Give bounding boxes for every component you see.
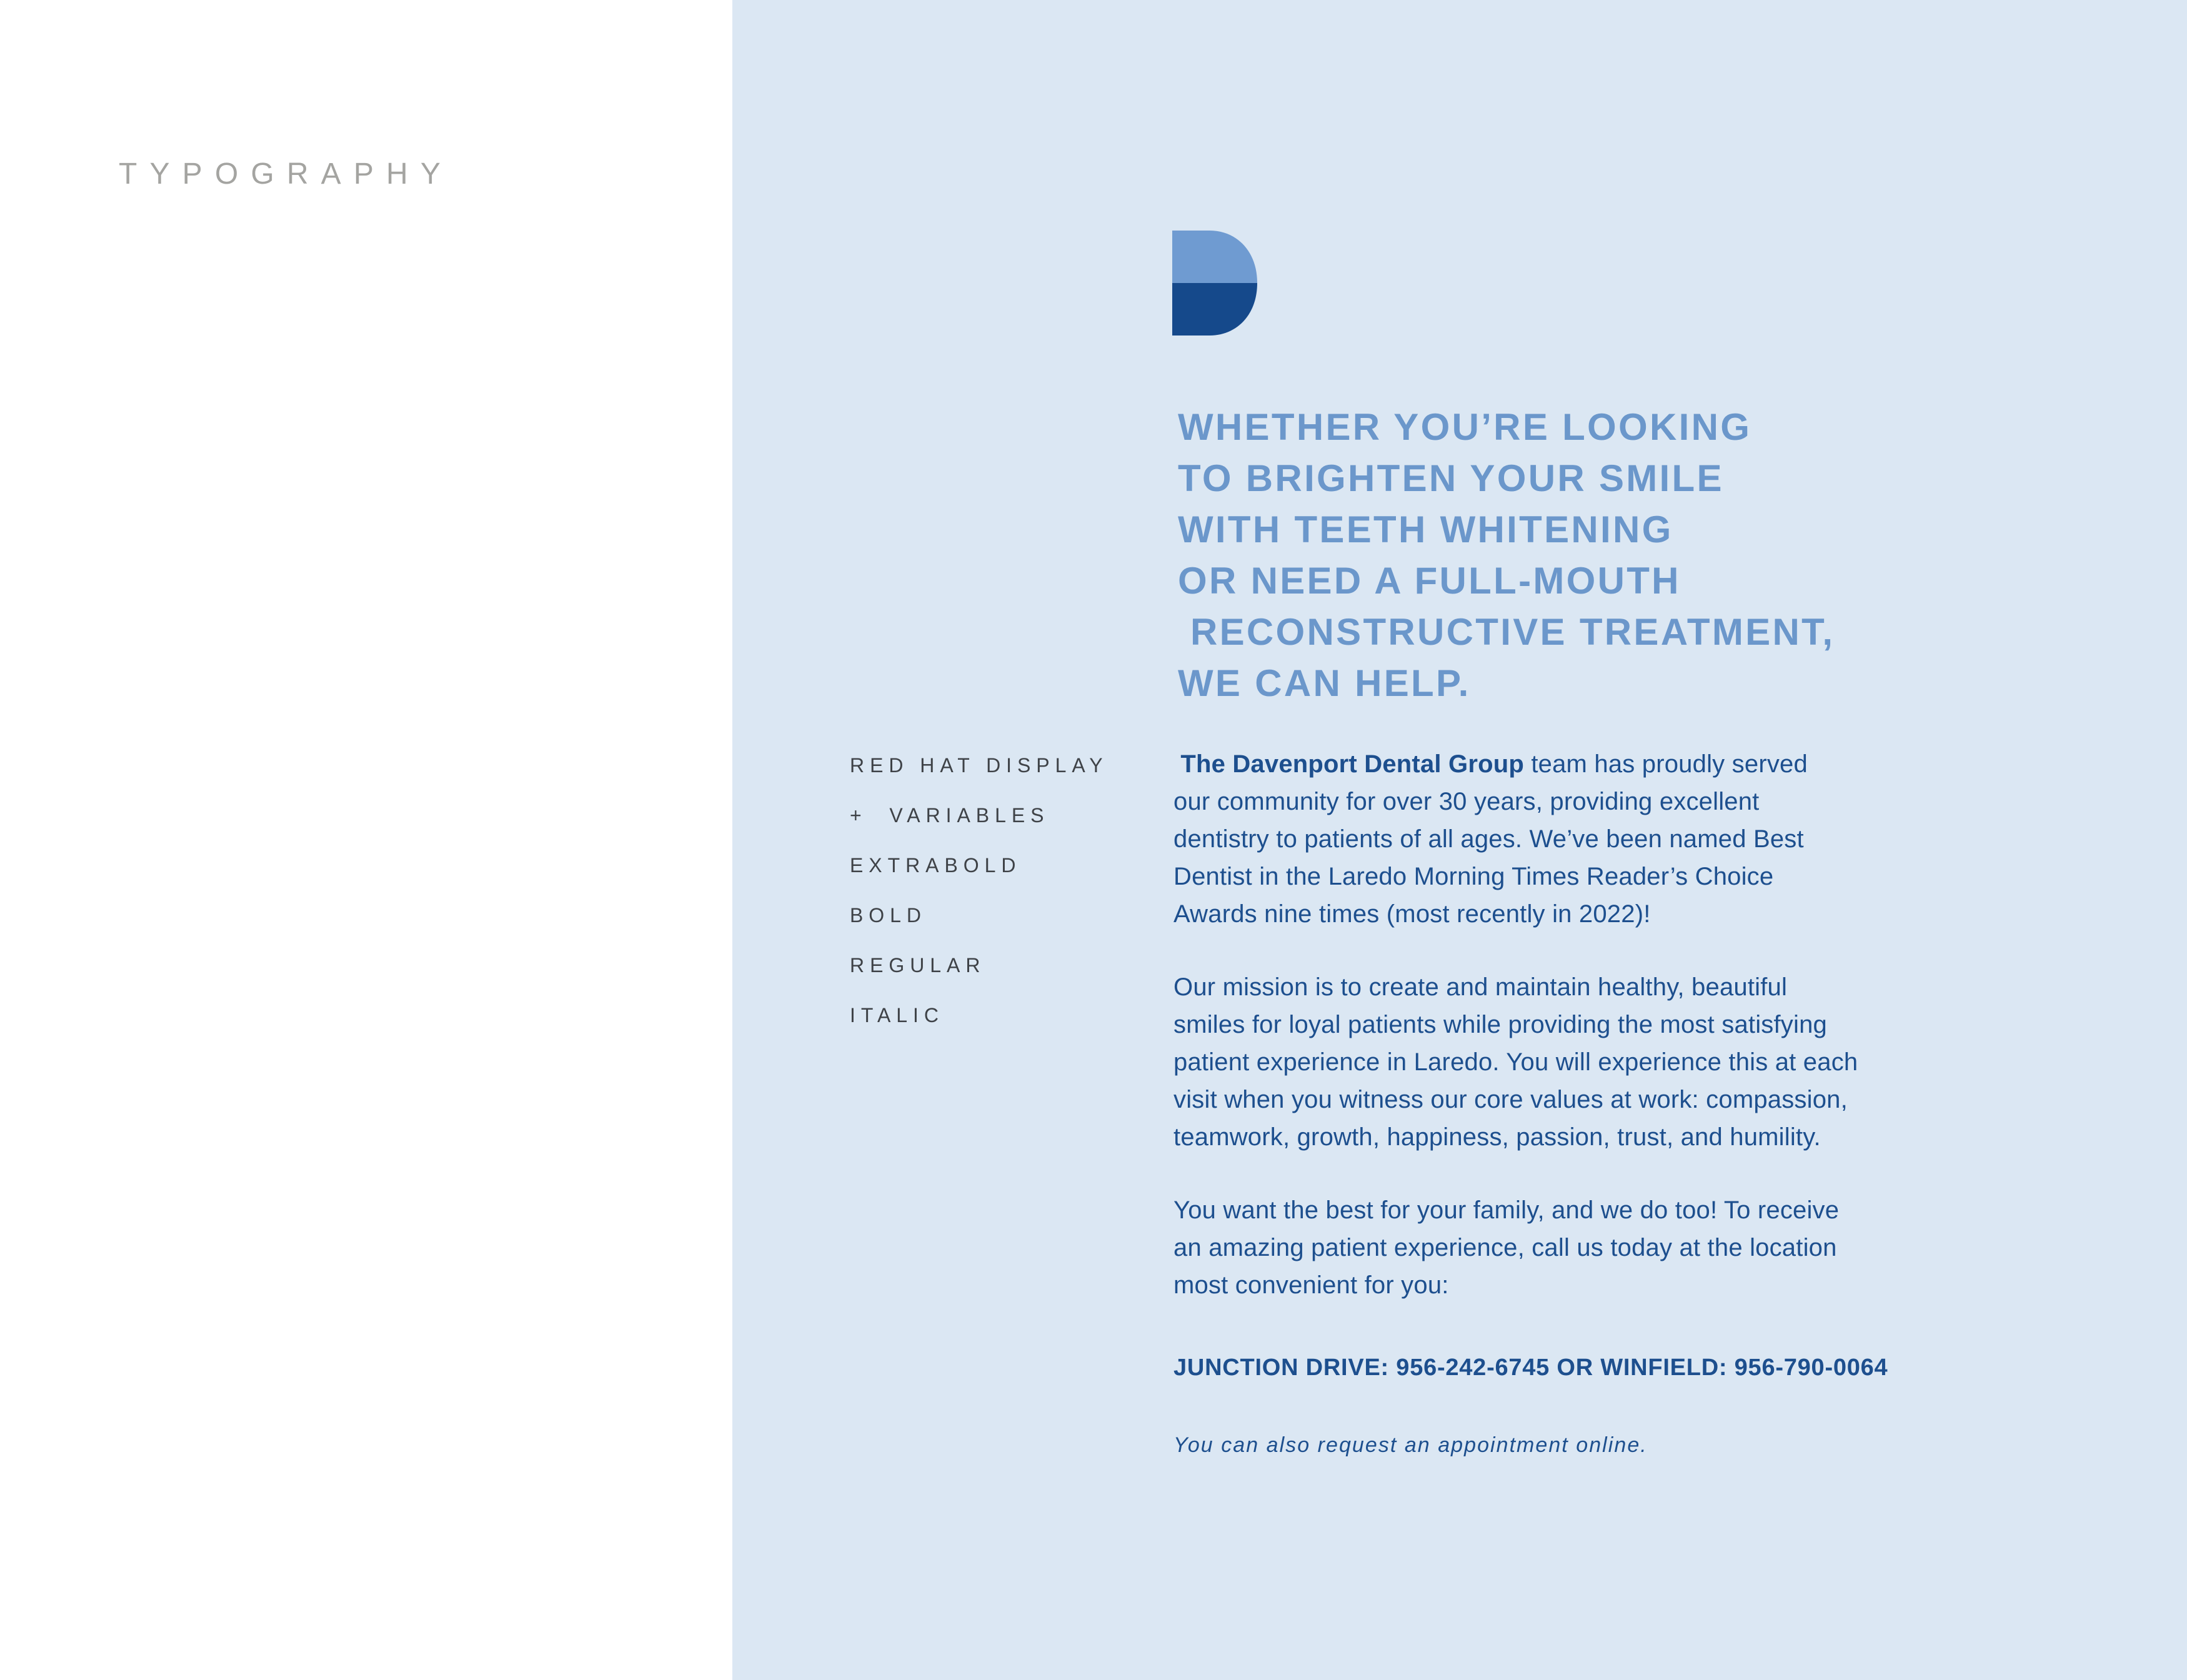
mission-paragraph-line: smiles for loyal patients while providing the most satisfying [1173,1011,1827,1038]
headline-line: WHETHER YOU’RE LOOKING [1178,406,1752,448]
intro-paragraph-line: dentistry to patients of all ages. We’ve been named Best [1173,825,1804,853]
headline-line: TO BRIGHTEN YOUR SMILE [1178,457,1724,499]
section-title: TYPOGRAPHY [119,157,453,191]
call-to-action-paragraph [1173,1191,1986,1304]
font-style-labels [850,740,1108,1040]
headline-line: OR NEED A FULL-MOUTH [1178,560,1681,602]
intro-paragraph-line: our community for over 30 years, providing excellent [1173,788,1760,815]
phone-numbers-line: JUNCTION DRIVE: 956-242-6745 OR WINFIELD: 956-790-0064 [1173,1354,1888,1381]
mission-paragraph-line: Our mission is to create and maintain healthy, beautiful [1173,973,1788,1001]
headline [1178,402,1835,709]
logo-bottom-half [1172,283,1257,336]
online-appointment-note: You can also request an appointment online. [1173,1433,1648,1457]
headline-line: WITH TEETH WHITENING [1178,509,1673,550]
mission-paragraph-line: patient experience in Laredo. You will experience this at each [1173,1048,1858,1076]
company-name-bold: The Davenport Dental Group [1173,750,1525,778]
headline-line: RECONSTRUCTIVE TREATMENT, [1178,611,1835,653]
mission-paragraph [1173,968,1986,1156]
call-to-action-line: an amazing patient experience, call us today at the location [1173,1234,1837,1261]
davenport-d-logo [1172,231,1257,336]
intro-paragraph [1173,745,1986,933]
left-white-panel [0,0,732,1680]
font-weight-extrabold-label: EXTRABOLD [850,854,1022,877]
font-weight-regular-label: REGULAR [850,954,986,977]
call-to-action-line: You want the best for your family, and we do too! To receive [1173,1196,1840,1224]
logo-top-half [1172,231,1257,283]
call-to-action-line: most convenient for you: [1173,1271,1449,1299]
headline-line: WE CAN HELP. [1178,662,1471,704]
font-family-label: RED HAT DISPLAY [850,754,1108,777]
mission-paragraph-line: teamwork, growth, happiness, passion, trust, and humility. [1173,1123,1821,1151]
intro-paragraph-line: Dentist in the Laredo Morning Times Reader’s Choice [1173,863,1774,890]
font-weight-bold-label: BOLD [850,904,927,927]
intro-line-rest: team has proudly served [1524,750,1808,778]
font-style-italic-label: ITALIC [850,1004,944,1026]
body-text-column [1173,745,1986,1459]
intro-paragraph-line: Awards nine times (most recently in 2022)! [1173,900,1651,928]
mission-paragraph-line: visit when you witness our core values at work: compassion, [1173,1086,1848,1113]
intro-paragraph-line [1173,745,1986,783]
font-variables-label: + VARIABLES [850,804,1050,827]
